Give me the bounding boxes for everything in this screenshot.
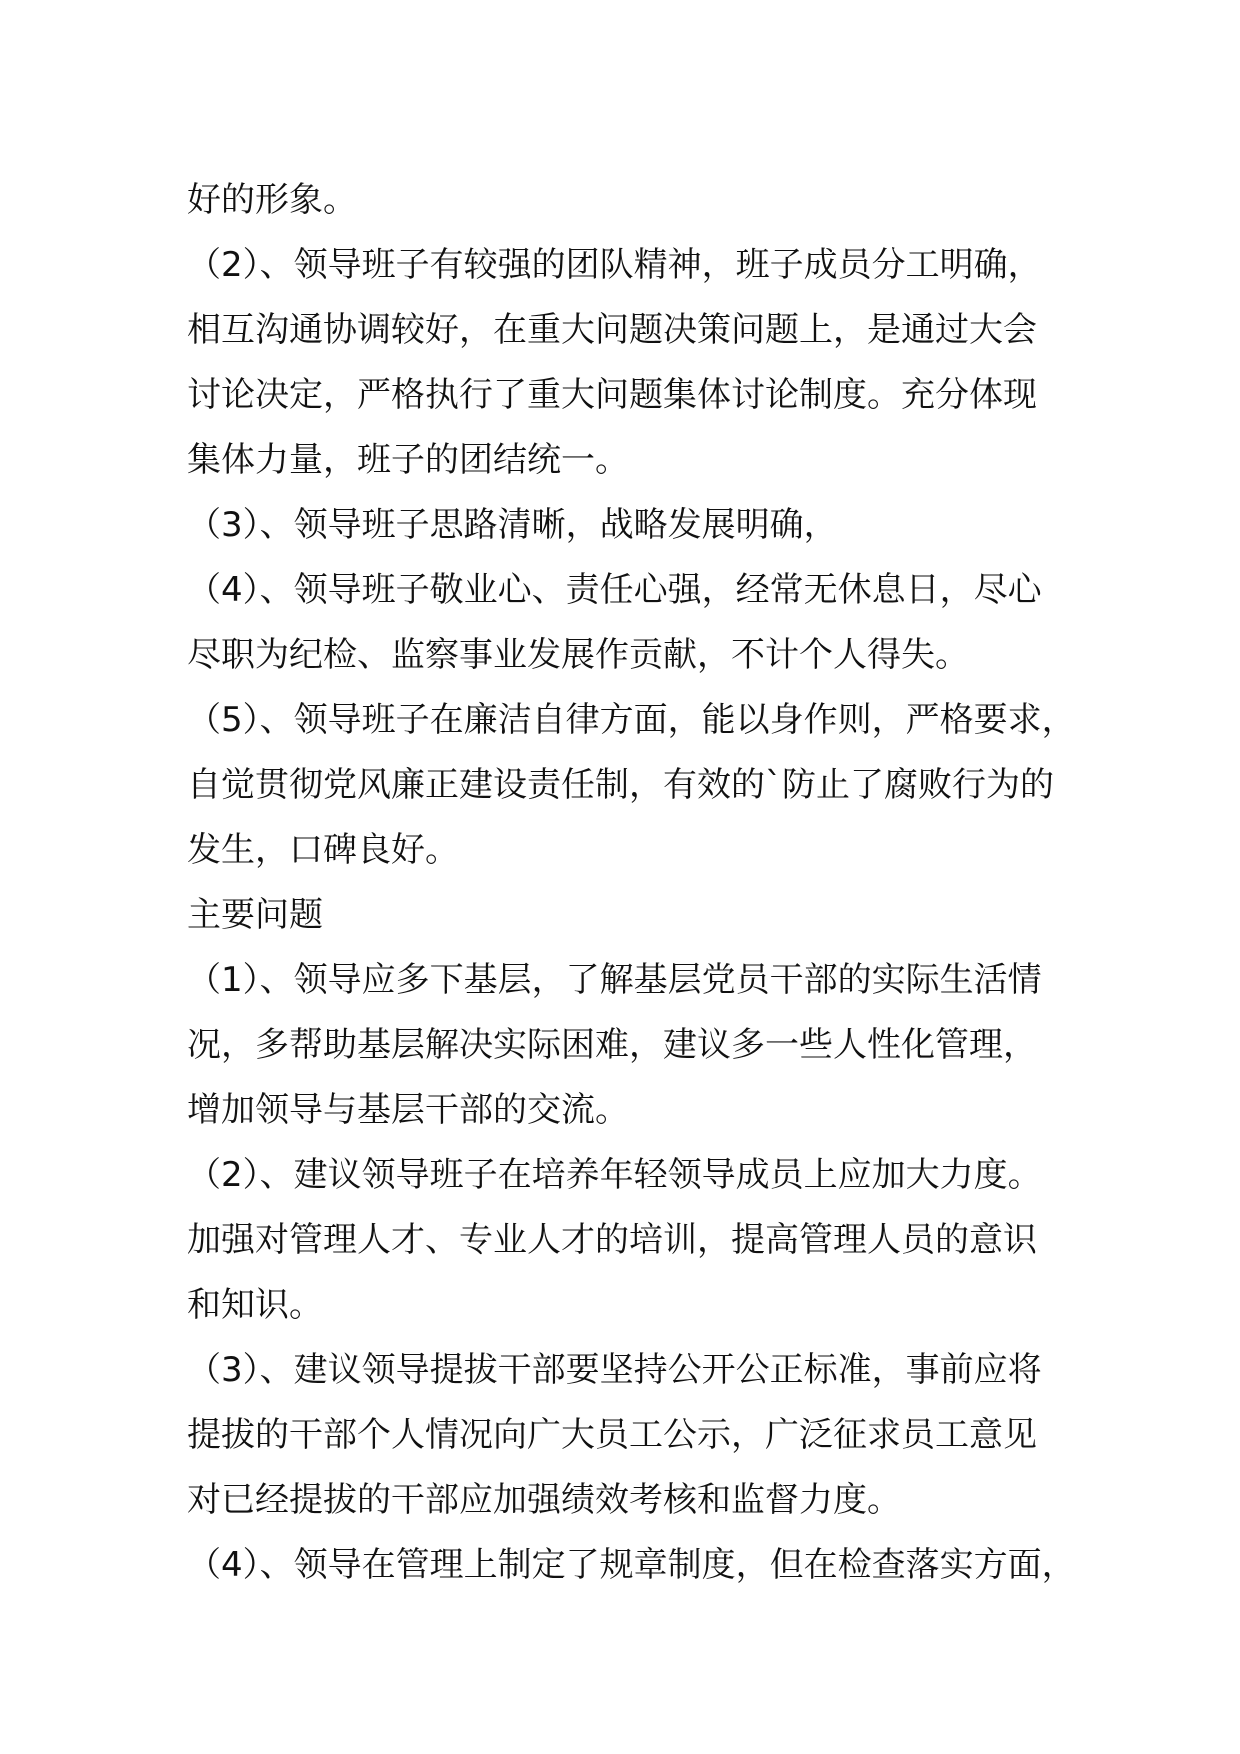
- text-line: 况，多帮助基层解决实际困难，建议多一些人性化管理，: [187, 1025, 1037, 1065]
- text-line: 发生，口碑良好。: [187, 830, 459, 870]
- section-heading: 主要问题: [187, 895, 323, 935]
- text-line: （4）、领导在管理上制定了规章制度，但在检查落实方面，: [187, 1545, 1076, 1585]
- text-line: （2）、领导班子有较强的团队精神，班子成员分工明确，: [187, 245, 1042, 285]
- text-line: （5）、领导班子在廉洁自律方面，能以身作则，严格要求，: [187, 700, 1076, 740]
- text-line: 对已经提拔的干部应加强绩效考核和监督力度。: [187, 1480, 901, 1520]
- text-line: 好的形象。: [187, 180, 357, 220]
- text-line: 自觉贯彻党风廉正建设责任制，有效的`防止了腐败行为的: [187, 765, 1054, 805]
- text-line: （3）、建议领导提拔干部要坚持公开公正标准，事前应将: [187, 1350, 1042, 1390]
- text-line: 尽职为纪检、监察事业发展作贡献，不计个人得失。: [187, 635, 969, 675]
- text-line: （4）、领导班子敬业心、责任心强，经常无休息日，尽心: [187, 570, 1042, 610]
- document-body: [187, 168, 1087, 1598]
- text-line: （3）、领导班子思路清晰，战略发展明确，: [187, 505, 838, 545]
- text-line: （1）、领导应多下基层，了解基层党员干部的实际生活情: [187, 960, 1042, 1000]
- text-line: 相互沟通协调较好，在重大问题决策问题上，是通过大会: [187, 310, 1037, 350]
- text-line: 增加领导与基层干部的交流。: [187, 1090, 629, 1130]
- text-line: （2）、建议领导班子在培养年轻领导成员上应加大力度。: [187, 1155, 1042, 1195]
- text-line: 集体力量，班子的团结统一。: [187, 440, 629, 480]
- text-line: 加强对管理人才、专业人才的培训，提高管理人员的意识: [187, 1220, 1037, 1260]
- text-line: 讨论决定，严格执行了重大问题集体讨论制度。充分体现: [187, 375, 1037, 415]
- text-line: 和知识。: [187, 1285, 323, 1325]
- text-line: 提拔的干部个人情况向广大员工公示，广泛征求员工意见: [187, 1415, 1037, 1455]
